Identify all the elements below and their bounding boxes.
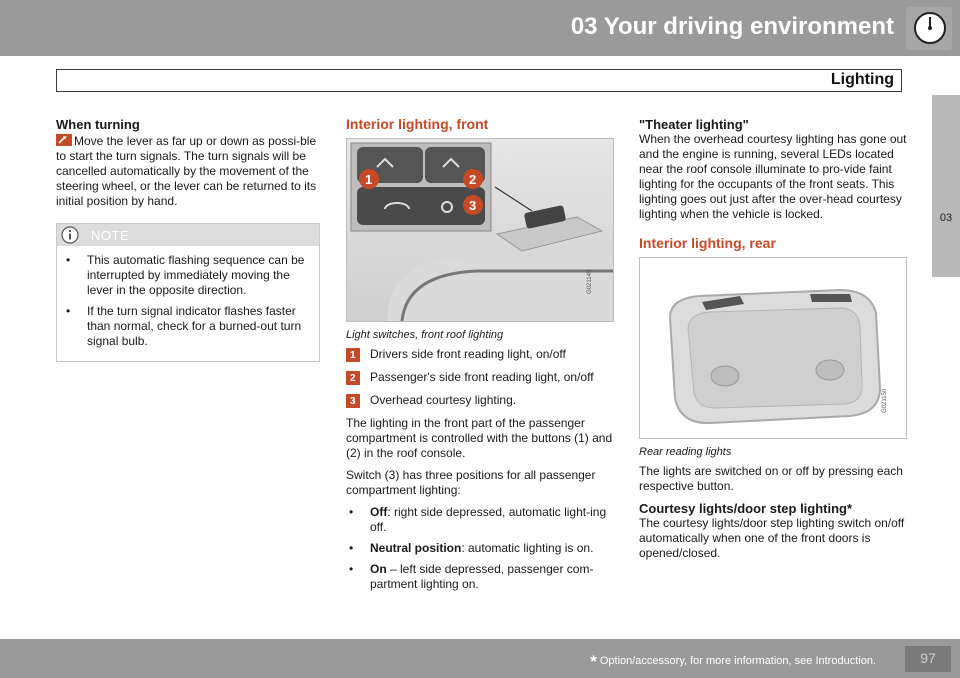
chapter-title: 03 Your driving environment xyxy=(570,13,894,40)
page-number: 97 xyxy=(920,650,936,666)
position-neutral xyxy=(370,541,614,556)
switch-positions-para: Switch (3) has three positions for all passenger compartment lighting: xyxy=(346,468,596,497)
interior-rear-heading: Interior lighting, rear xyxy=(639,235,776,251)
callout-2: 2 xyxy=(469,172,477,187)
note-item: • This automatic flashing sequence can be interrupted by immediately moving the lever in the opposite direction. xyxy=(87,253,311,298)
front-lighting-para: The lighting in the front part of the passenger compartment is controlled with the buttons (1) and (2) in the roof console. xyxy=(346,416,613,460)
image-code: G021149 xyxy=(587,269,593,294)
position-desc: : right side depressed, automatic light-ing off. xyxy=(370,505,607,534)
item-text: Passenger's side front reading light, on/off xyxy=(370,370,594,384)
column-middle xyxy=(346,117,614,598)
interior-front-heading: Interior lighting, front xyxy=(346,116,489,132)
chapter-side-tab xyxy=(932,95,960,277)
position-name: Off xyxy=(370,505,388,519)
numbered-item xyxy=(346,393,614,408)
when-turning-heading: When turning xyxy=(56,117,140,132)
position-on xyxy=(370,562,614,592)
position-desc: – left side depressed, passenger com-partment lighting on. xyxy=(370,562,594,591)
badge-number: 1 xyxy=(350,350,356,361)
badge-number: 2 xyxy=(350,373,356,384)
when-turning-text: Move the lever as far up or down as possi-ble to start the turn signals. The turn signals will be cancelled automatically by the movement of the steering wheel, or the lever can be returned to its initial position by hand. xyxy=(56,134,317,208)
note-list xyxy=(57,246,319,361)
rear-lights-body: The lights are switched on or off by pressing each respective button. xyxy=(639,464,903,493)
image-caption: Light switches, front roof lighting xyxy=(346,329,504,341)
rear-reading-lights-illustration xyxy=(640,258,906,438)
numbered-item xyxy=(346,370,614,385)
side-tab-label: 03 xyxy=(939,212,953,224)
image-caption: Rear reading lights xyxy=(639,446,732,458)
column-left xyxy=(56,117,320,362)
note-label: NOTE xyxy=(91,228,130,243)
position-name: On xyxy=(370,562,387,576)
front-roof-switch-illustration xyxy=(347,139,613,321)
section-bar xyxy=(56,69,902,92)
footer-note-text: Option/accessory, for more information, see Introduction. xyxy=(599,655,876,667)
position-desc: : automatic lighting is on. xyxy=(461,541,594,555)
callout-1: 1 xyxy=(365,172,373,187)
switch-positions-list xyxy=(346,505,614,592)
front-roof-switch-image xyxy=(346,138,614,322)
courtesy-heading: Courtesy lights/door step lighting* xyxy=(639,501,853,516)
info-icon xyxy=(61,226,79,244)
theater-body: When the overhead courtesy lighting has gone out and the engine is running, several LEDs located near the roof console illuminate to pro-vide faint lighting for the occupants of the front seats. This lighting goes out just after the over-head courtesy lighting when the vehicle is locked. xyxy=(639,132,907,221)
position-name: Neutral position xyxy=(370,541,462,555)
badge-number: 3 xyxy=(350,396,356,407)
note-header xyxy=(57,224,319,246)
item-text: Overhead courtesy lighting. xyxy=(370,393,517,407)
item-text: Drivers side front reading light, on/off xyxy=(370,347,566,361)
note-box xyxy=(56,223,320,362)
footnote-asterisk: * xyxy=(590,652,597,671)
rear-reading-lights-image xyxy=(639,257,907,439)
speedometer-icon xyxy=(912,10,948,46)
numbered-item xyxy=(346,347,614,362)
footer-note xyxy=(590,652,876,672)
theater-heading: "Theater lighting" xyxy=(639,117,749,132)
callout-3: 3 xyxy=(469,198,477,213)
note-item: • If the turn signal indicator flashes faster than normal, check for a burned-out turn signal bulb. xyxy=(87,304,311,349)
courtesy-body: The courtesy lights/door step lighting switch on/off automatically when one of the front doors is opened/closed. xyxy=(639,516,905,560)
position-off xyxy=(370,505,614,535)
when-turning-body xyxy=(56,134,320,209)
section-title: Lighting xyxy=(830,71,894,88)
turn-signal-icon xyxy=(56,134,72,146)
column-right xyxy=(639,117,907,568)
image-code: G021150 xyxy=(882,388,888,413)
